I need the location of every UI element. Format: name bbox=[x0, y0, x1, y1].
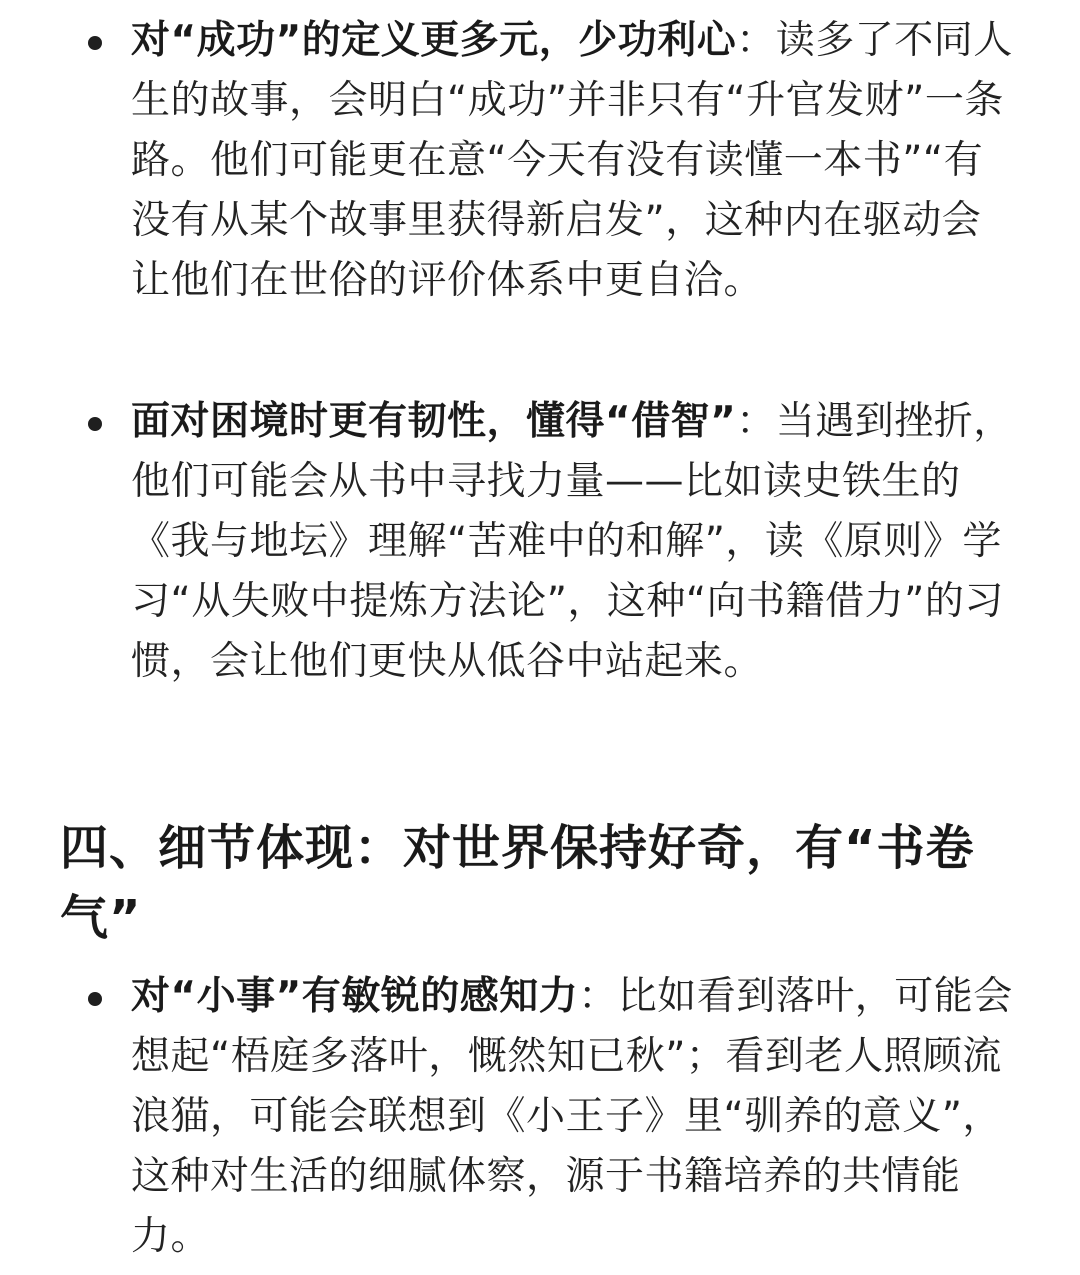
list-item-body: 读多了不同人生的故事，会明白“成功”并非只有“升官发财”一条路。他们可能更在意“今天有没有读懂一本书”“有没有从某个故事里获得新启发”，这种内在驱动会让他们在世俗的评价体系中更自洽。 bbox=[131, 18, 1013, 303]
list-item bbox=[131, 967, 1016, 1267]
bullet-dot bbox=[88, 992, 102, 1006]
list-item bbox=[131, 392, 1016, 692]
list-item-separator: ： bbox=[736, 399, 776, 444]
list-item-lead: 对“成功”的定义更多元，少功利心 bbox=[131, 18, 737, 63]
list-item-body: 当遇到挫折，他们可能会从书中寻找力量——比如读史铁生的《我与地坛》理解“苦难中的和解”，读《原则》学习“从失败中提炼方法论”，这种“向书籍借力”的习惯，会让他们更快从低谷中站起来。 bbox=[131, 399, 1013, 684]
list-item-body: 比如看到落叶，可能会想起“梧庭多落叶，慨然知已秋”；看到老人照顾流浪猫，可能会联想到《小王子》里“驯养的意义”，这种对生活的细腻体察，源于书籍培养的共情能力。 bbox=[131, 974, 1013, 1259]
list-item-separator: ： bbox=[736, 18, 776, 63]
bullet-dot bbox=[88, 36, 102, 50]
list-item bbox=[131, 11, 1016, 311]
section-heading: 四、细节体现：对世界保持好奇，有“书卷气” bbox=[60, 820, 975, 946]
list-item-lead: 对“小事”有敏锐的感知力 bbox=[131, 974, 579, 1019]
list-item-lead: 面对困境时更有韧性，懂得“借智” bbox=[131, 399, 737, 444]
bullet-dot bbox=[88, 417, 102, 431]
list-item-separator: ： bbox=[578, 974, 618, 1019]
